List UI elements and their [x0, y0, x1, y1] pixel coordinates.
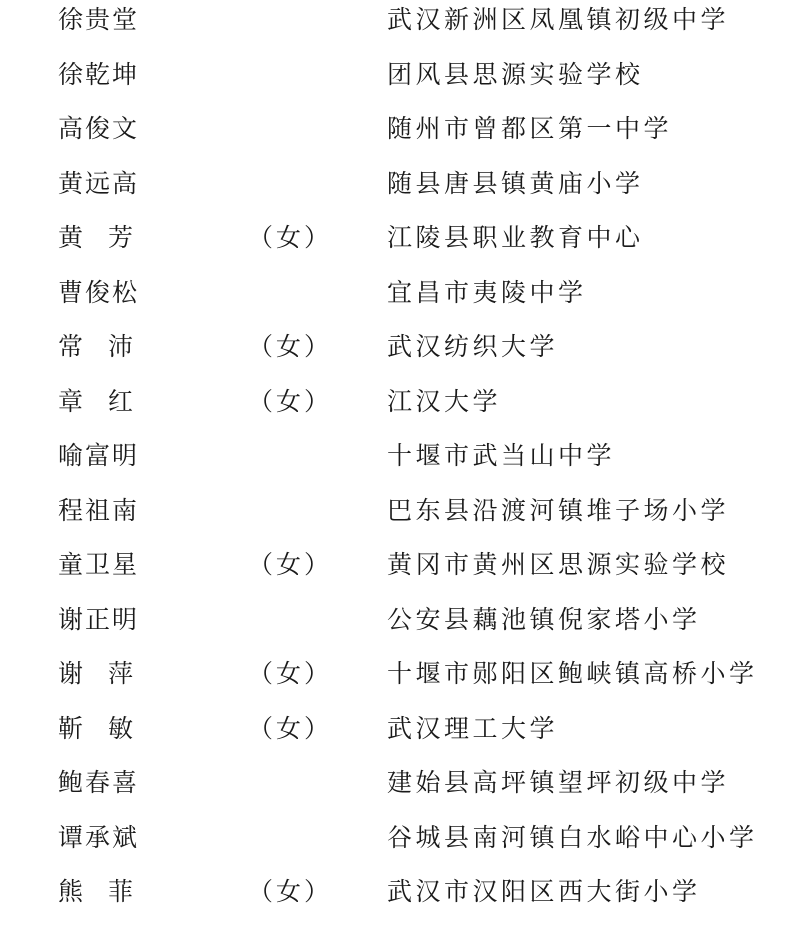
list-item [0, 818, 800, 872]
organization: 团风县思源实验学校 [387, 59, 644, 89]
person-name: 黄远高 [58, 168, 140, 198]
gender-note: （女） [248, 659, 333, 688]
list-item [0, 545, 800, 599]
person-name: 靳 敏 [58, 713, 134, 743]
organization: 武汉理工大学 [387, 713, 559, 743]
organization: 江陵县职业教育中心 [387, 223, 644, 252]
list-item [0, 0, 800, 54]
person-name: 章 红 [58, 386, 134, 416]
person-name: 熊 菲 [58, 877, 134, 906]
list-item [0, 763, 800, 817]
person-name: 喻富明 [58, 441, 140, 470]
list-item [0, 382, 800, 436]
gender-note: （女） [248, 332, 333, 361]
list-item [0, 55, 800, 109]
list-item [0, 164, 800, 218]
organization: 武汉纺织大学 [387, 332, 559, 361]
person-name: 高俊文 [58, 114, 140, 143]
person-name: 谢 萍 [58, 659, 134, 688]
list-item [0, 654, 800, 708]
person-name: 黄 芳 [58, 223, 134, 252]
list-item [0, 491, 800, 545]
organization: 十堰市武当山中学 [387, 441, 616, 470]
person-name: 鲍春喜 [58, 768, 140, 797]
list-item [0, 273, 800, 327]
person-name: 谢正明 [58, 604, 140, 634]
organization: 江汉大学 [387, 386, 502, 416]
organization: 黄冈市黄州区思源实验学校 [387, 550, 730, 579]
person-name: 谭承斌 [58, 822, 140, 852]
gender-note: （女） [248, 386, 333, 416]
organization: 随县唐县镇黄庙小学 [387, 168, 644, 198]
list-item [0, 436, 800, 490]
list-item [0, 709, 800, 763]
person-name: 常 沛 [58, 332, 134, 361]
organization: 公安县藕池镇倪家塔小学 [387, 604, 701, 634]
list-item [0, 109, 800, 163]
organization: 武汉新洲区凤凰镇初级中学 [387, 5, 730, 34]
organization: 武汉市汉阳区西大街小学 [387, 877, 701, 906]
gender-note: （女） [248, 550, 333, 579]
gender-note: （女） [248, 223, 333, 252]
list-item [0, 218, 800, 272]
gender-note: （女） [248, 713, 333, 743]
list-item [0, 872, 800, 926]
organization: 建始县高坪镇望坪初级中学 [387, 768, 730, 797]
person-name: 曹俊松 [58, 277, 140, 307]
organization: 谷城县南河镇白水峪中心小学 [387, 822, 758, 852]
person-name: 徐贵堂 [58, 5, 140, 34]
person-name: 程祖南 [58, 495, 140, 525]
organization: 随州市曾都区第一中学 [387, 114, 673, 143]
organization: 宜昌市夷陵中学 [387, 277, 587, 307]
gender-note: （女） [248, 877, 333, 906]
person-name: 童卫星 [58, 550, 140, 579]
person-name: 徐乾坤 [58, 59, 140, 89]
list-item [0, 600, 800, 654]
list-item [0, 327, 800, 381]
organization: 巴东县沿渡河镇堆子场小学 [387, 495, 730, 525]
organization: 十堰市郧阳区鲍峡镇高桥小学 [387, 659, 758, 688]
